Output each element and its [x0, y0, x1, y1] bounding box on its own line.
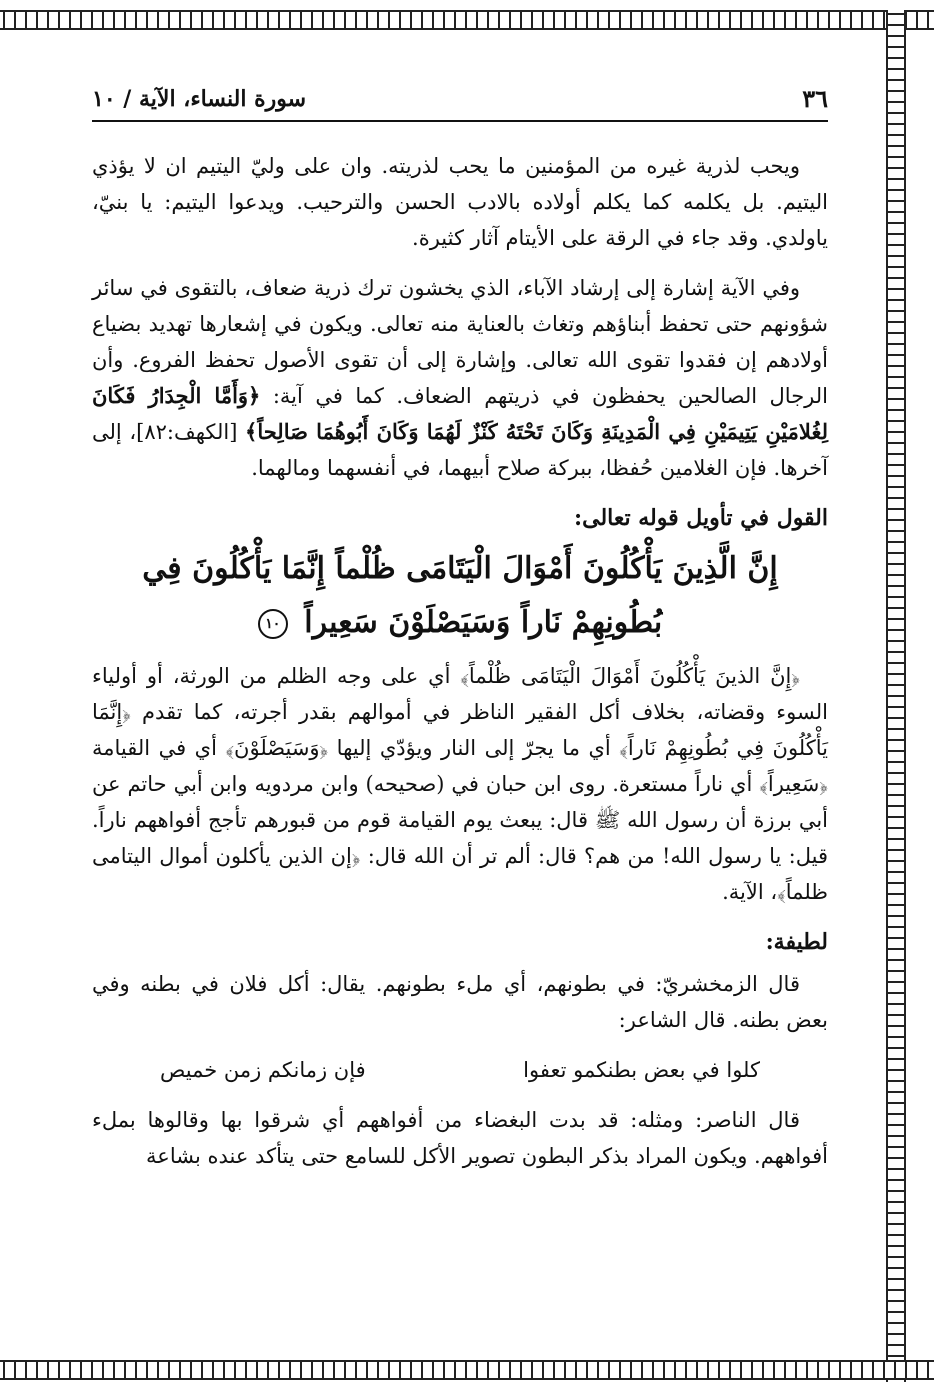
- ayah-line-1: إِنَّ الَّذِينَ يَأْكُلُونَ أَمْوَالَ الْيَتَامَى ظُلْماً إِنَّمَا يَأْكُلُونَ فِي: [142, 551, 778, 586]
- paragraph-2-text: وفي الآية إشارة إلى إرشاد الآباء، الذي يخشون ترك ذرية ضعاف، بالتقوى في سائر شؤونهم حتى تحفظ أبناؤهم وتغاث بالعناية منه تعالى. ويكون في إشعارها تهديد بضياع أولادهم إن فقدوا تقوى الله تعالى. وإشارة إلى أن تقوى الأصول تحفظ الفروع. وأن الرجال الصالحين يحفظون في ذريتهم الضعاف. كما في آية:: [92, 276, 828, 408]
- page-body: [92, 148, 828, 1188]
- ornamental-border-bottom: [0, 1360, 934, 1380]
- running-title: سورة النساء، الآية / ١٠: [92, 86, 307, 112]
- ayah-line-2-text: بُطُونِهِمْ نَاراً وَسَيَصْلَوْنَ سَعِيراً: [304, 605, 663, 640]
- ayah-block: [92, 542, 828, 650]
- paragraph-5: قال الناصر: ومثله: قد بدت البغضاء من أفواههم أي شرقوا بها وقالوها بملء أفواههم. ويكون المراد بذكر البطون تصوير الأكل للسامع حتى يتأكد عنده بشاعة: [92, 1108, 828, 1168]
- paragraph-3: ﴿إِنَّ الذينَ يَأْكُلُونَ أَمْوَالَ الْيَتَامَى ظُلْماً﴾ أي على وجه الظلم من الورثة، أو أولياء السوء وقضاته، بخلاف أكل الفقير الناظر في أموالهم بقدر أجرته، كما تقدم ﴿إِنَّمَا يَأْكُلُونَ فِي بُطُونِهِمْ نَاراً﴾ أي ما يجرّ إلى النار ويؤدّي إليها ﴿وَسَيَصْلَوْنَ﴾ أي في القيامة ﴿سَعِيراً﴾ أي ناراً مستعرة. روى ابن حبان في (صحيحه) وابن مردويه وابن أبي حاتم عن أبي برزة أن رسول الله ﷺ قال: يبعث يوم القيامة قوم من قبورهم تأجج أفواههم ناراً. قيل: يا رسول الله! من هم؟ قال: ألم تر أن الله قال: ﴿إن الذين يأكلون أموال اليتامى ظلماً﴾، الآية.: [92, 664, 828, 904]
- paragraph-4: قال الزمخشريّ: في بطونهم، أي ملء بطونهم. يقال: أكل فلان في بطنه وفي بعض بطنه. قال الشاعر:: [92, 972, 828, 1032]
- section-heading-tawil: القول في تأويل قوله تعالى:: [574, 505, 828, 531]
- paragraph-1: ويحب لذرية غيره من المؤمنين ما يحب لذريته. وان على وليّ اليتيم ان لا يؤذي اليتيم. بل يكلمه كما يكلم أولاده بالادب الحسن والترحيب. ويدعوا اليتيم: يا بنيّ، ياولدي. وقد جاء في الرقة على الأيتام آثار كثيرة.: [92, 154, 828, 250]
- page-header: [92, 84, 828, 122]
- page-number: ٣٦: [802, 84, 828, 113]
- ayah-line-2: [92, 596, 828, 650]
- section-heading-latifa: لطيفة:: [765, 929, 828, 955]
- verse-first-hemistich: كلوا في بعض بطنكمو تعفوا: [523, 1058, 760, 1082]
- ornamental-border-top: [0, 10, 934, 30]
- paragraph-2-tail: [الكهف:٨٢]، إلى آخرها. فإن الغلامين حُفظا، ببركة صلاح أبيهما، في أنفسهما ومالهما.: [92, 420, 828, 480]
- poetry-verse: [160, 1052, 760, 1088]
- ayah-number-badge: ١٠: [258, 609, 288, 639]
- ornamental-border-right: [886, 10, 906, 1382]
- verse-second-hemistich: فإن زمانكم زمن خميص: [160, 1058, 366, 1082]
- paragraph-2: [92, 270, 828, 486]
- quran-quote-kahf: ﴿وَأَمَّا الْجِدَارُ فَكَانَ لِغُلامَيْنِ يَتِيمَيْنِ فِي الْمَدِينَةِ وَكَانَ تَحْتَهُ كَنْزٌ لَهُمَا وَكَانَ أَبُوهُمَا صَالِحاً﴾: [92, 383, 828, 444]
